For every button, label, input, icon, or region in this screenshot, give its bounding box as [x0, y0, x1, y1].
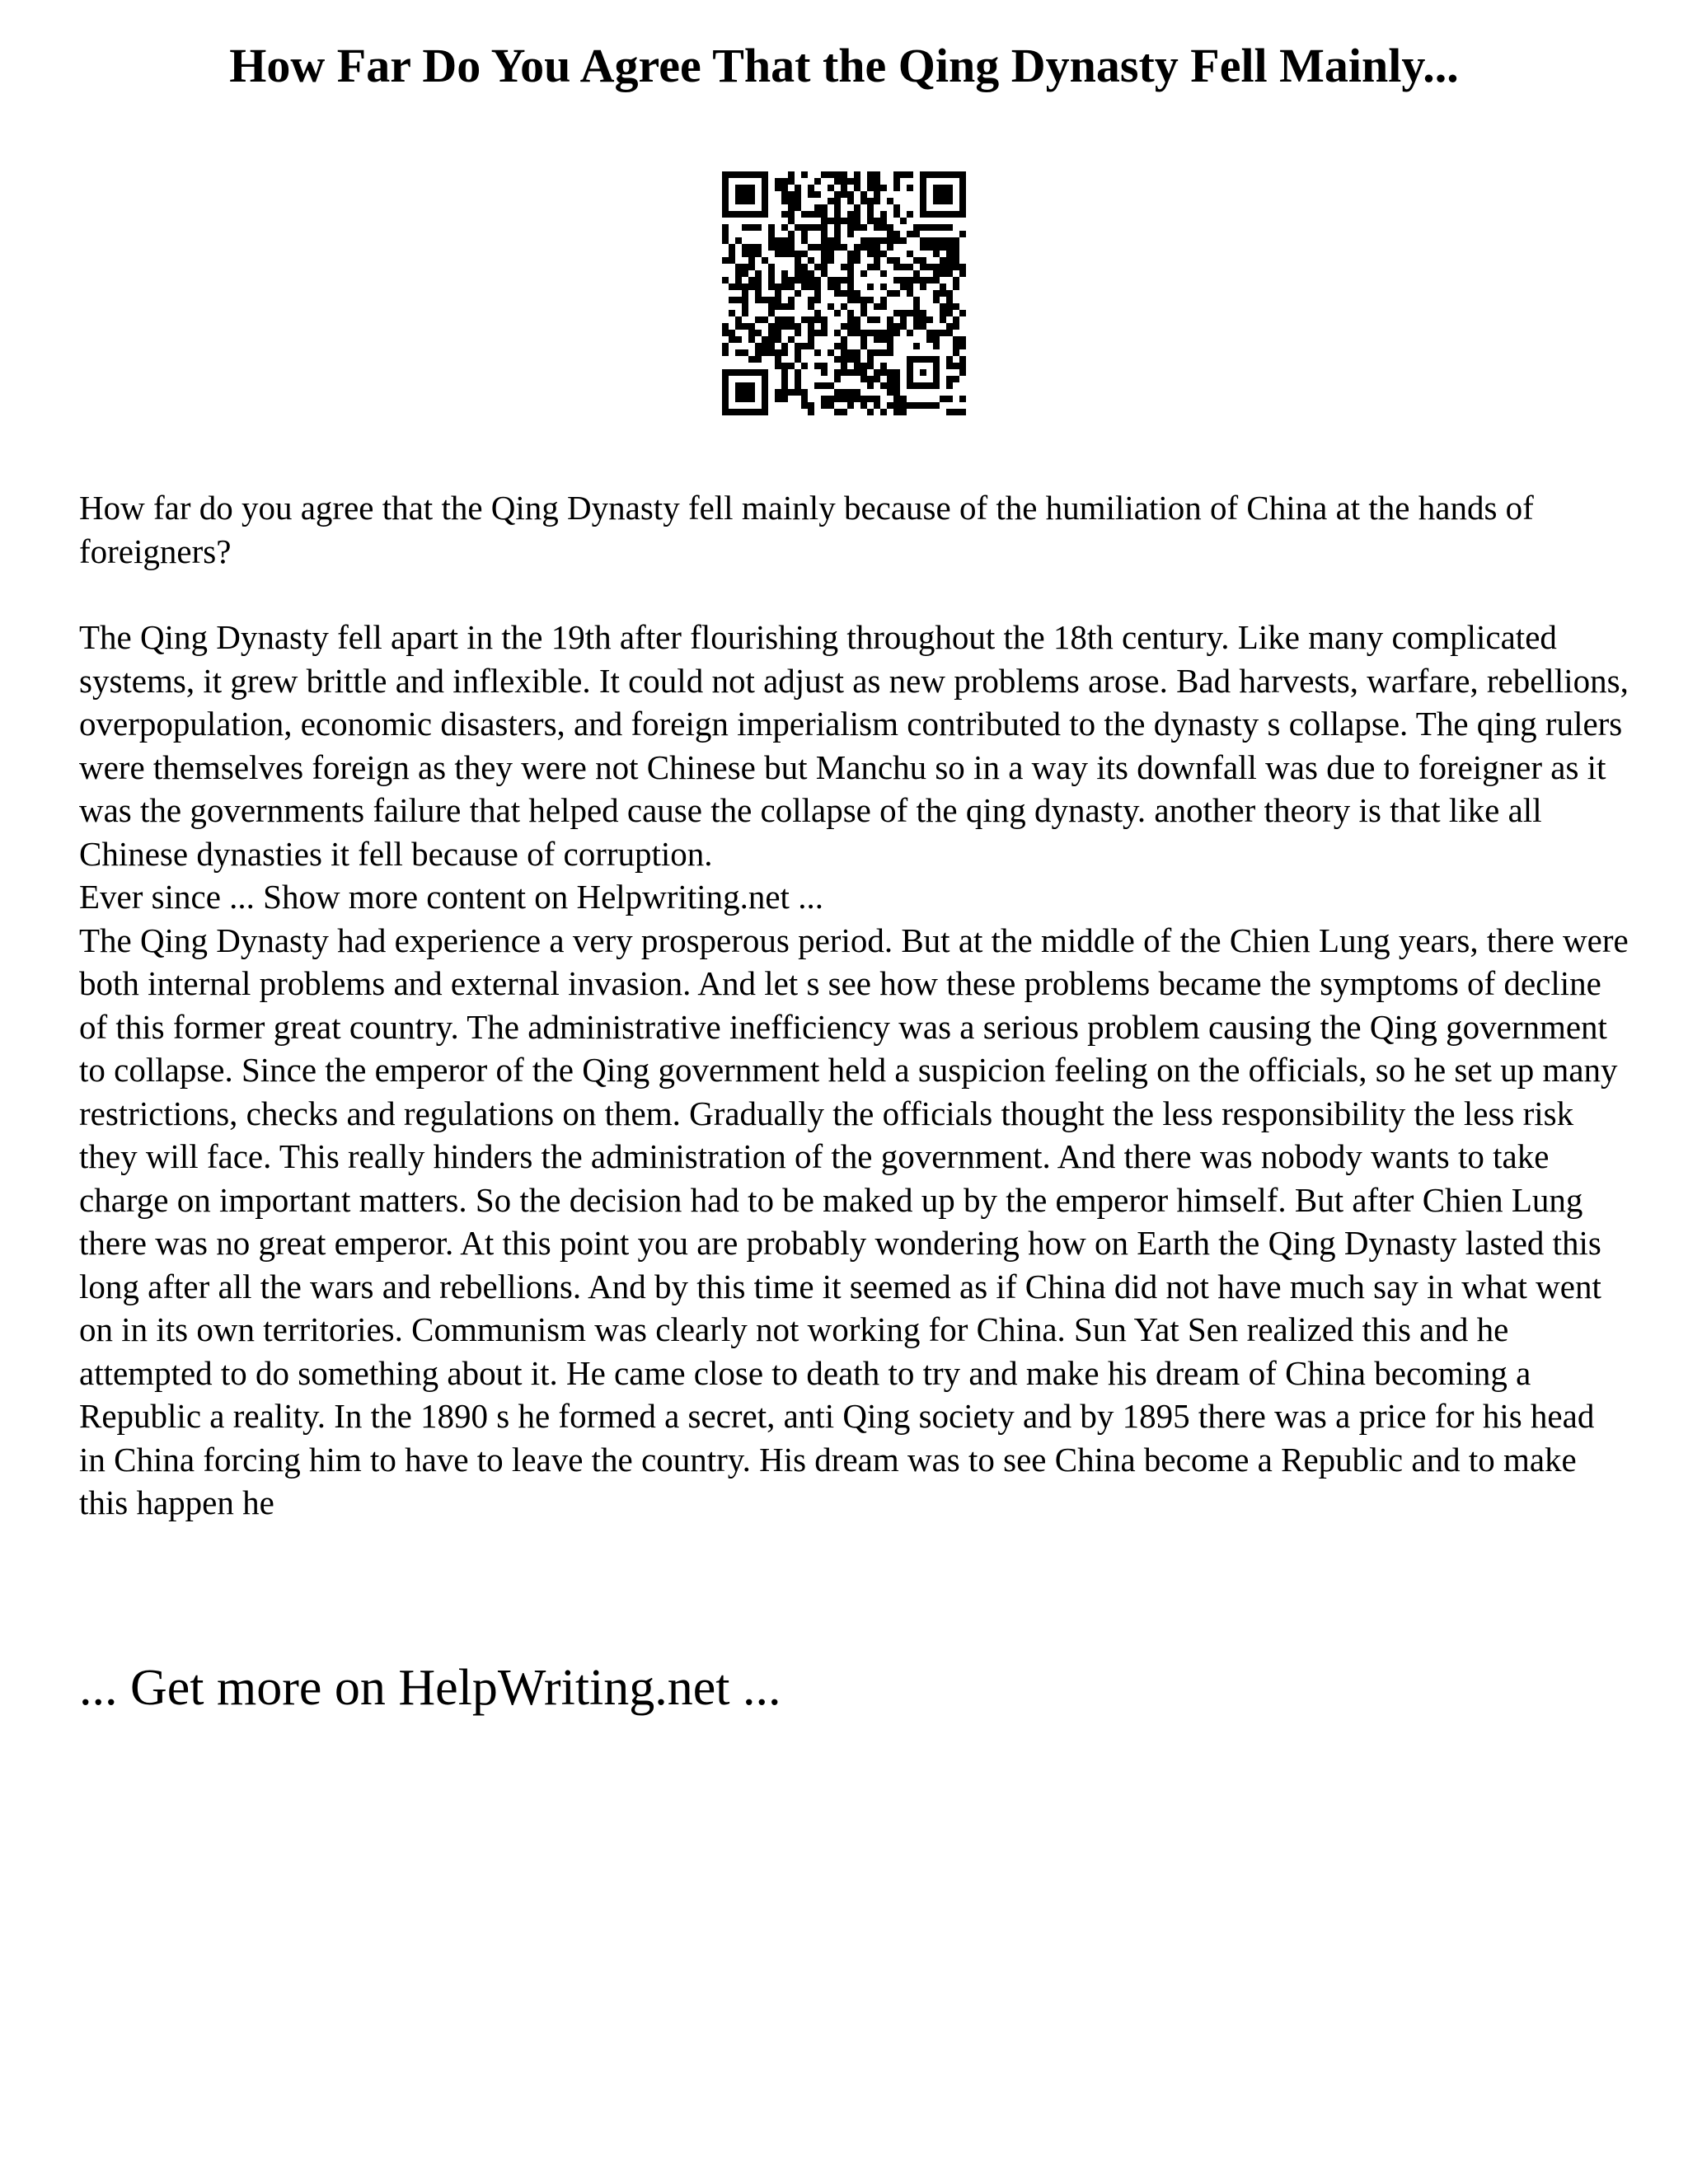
show-more-link[interactable]: Ever since ... Show more content on Helpwriting.net ... [79, 878, 823, 916]
essay-paragraph: The Qing Dynasty had experience a very prosperous period. But at the middle of the Chien Lung years, there were both internal problems and external invasion. And let s see how these problems became the symptoms of decline of this former great country. The administrative inefficiency was a serious problem causing the Qing government to collapse. Since the emperor of the Qing government held a suspicion feeling on the officials, so he set up many restrictions, checks and regulations on them. Gradually the officials thought the less responsibility the less risk they will face. This really hinders the administration of the government. And there was nobody wants to take charge on important matters. So the decision had to be maked up by the emperor himself. But after Chien Lung there was no great emperor. At this point you are probably wondering how on Earth the Qing Dynasty lasted this long after all the wars and rebellions. And by this time it seemed as if China did not have much say in what went on in its own territories. Communism was clearly not working for China. Sun Yat Sen realized this and he attempted to do something about it. He came close to death to try and make his dream of China becoming a Republic a reality. In the 1890 s he formed a secret, anti Qing society and by 1895 there was a price for his head in China forcing him to have to leave the country. His dream was to see China become a Republic and to make this happen he [79, 921, 1629, 1521]
document-title: How Far Do You Agree That the Qing Dynasty Fell Mainly... [229, 39, 1459, 92]
qr-code-icon[interactable] [722, 171, 966, 415]
essay-question: How far do you agree that the Qing Dynasty fell mainly because of the humiliation of China at the hands of foreigners? [79, 489, 1534, 570]
document-body [79, 486, 1629, 1525]
qr-code-graphic [722, 171, 966, 415]
get-more-link[interactable]: ... Get more on HelpWriting.net ... [79, 1660, 781, 1716]
essay-paragraph: The Qing Dynasty fell apart in the 19th after flourishing throughout the 18th century. Like many complicated systems, it grew brittle and inflexible. It could not adjust as new problems arose. Bad harvests, warfare, rebellions, overpopulation, economic disasters, and foreign imperialism contributed to the dynasty s collapse. The qing rulers were themselves foreign as they were not Chinese but Manchu so in a way its downfall was due to foreigner as it was the governments failure that helped cause the collapse of the qing dynasty. another theory is that like all Chinese dynasties it fell because of corruption. [79, 618, 1629, 873]
paragraph-gap [79, 573, 1629, 616]
